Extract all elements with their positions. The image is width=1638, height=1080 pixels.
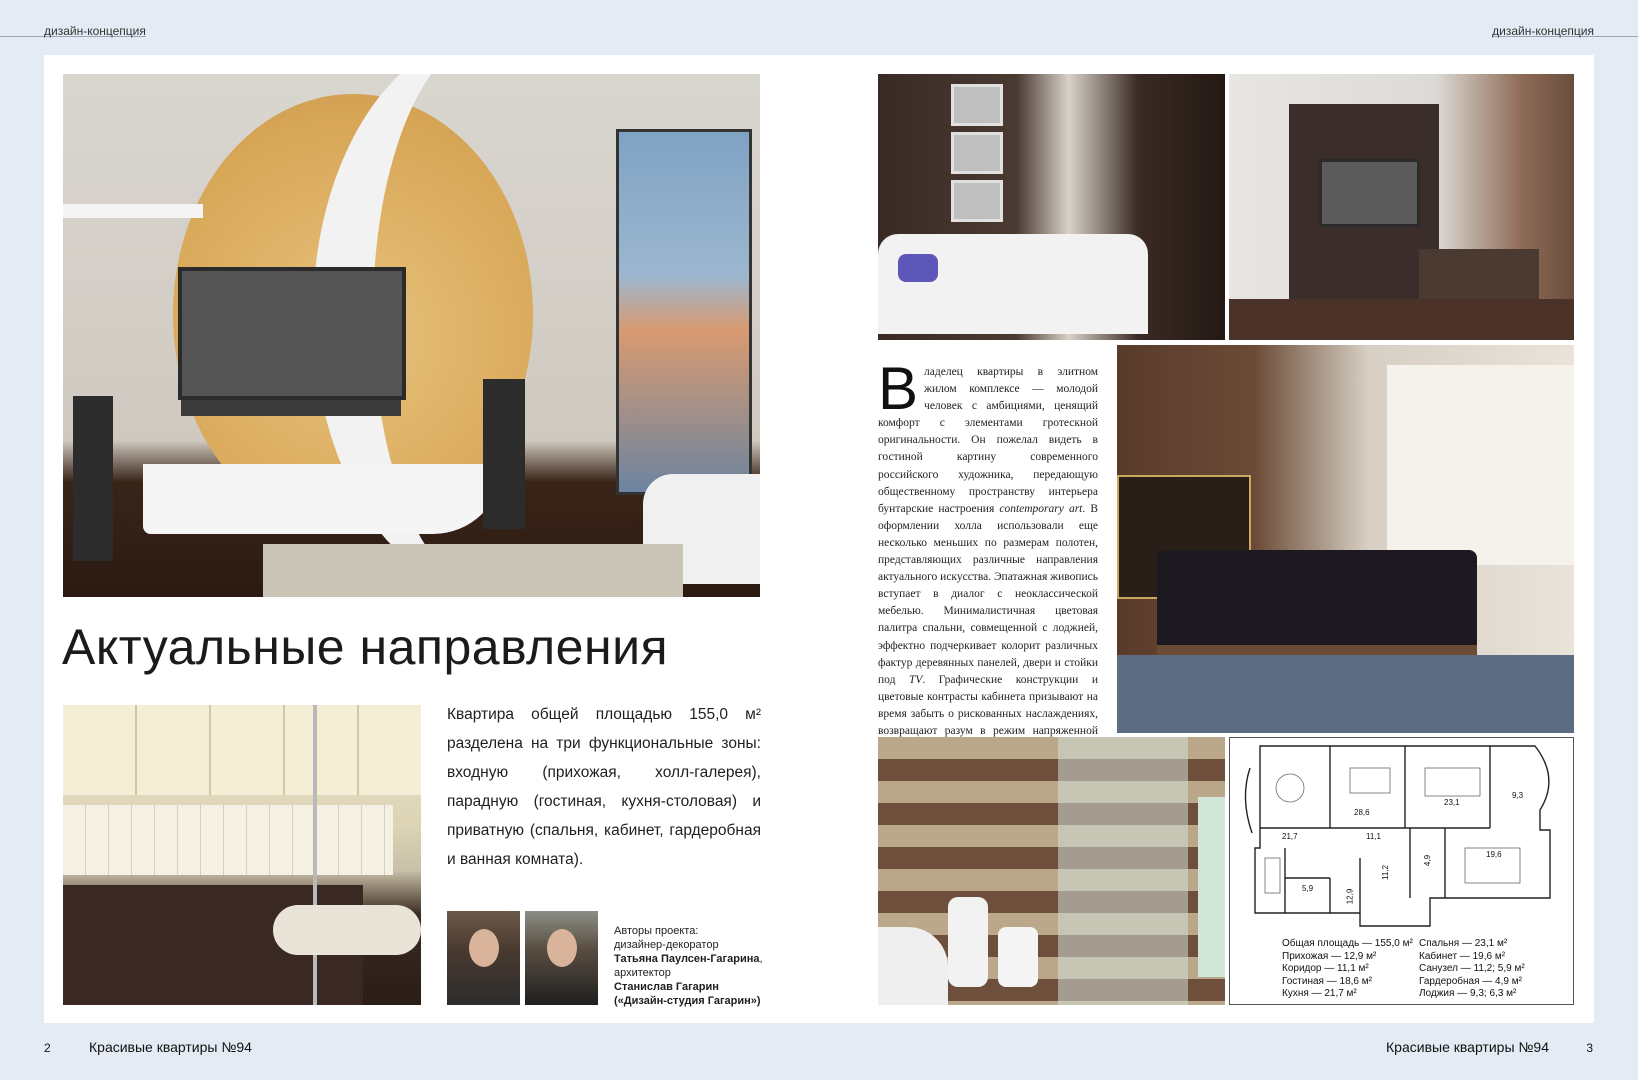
architect-portrait bbox=[525, 911, 598, 1005]
credits-role-architect: архитектор bbox=[614, 967, 671, 979]
cyclist-painting bbox=[616, 129, 752, 495]
kitchen-photo bbox=[63, 705, 421, 1005]
office-photo bbox=[1229, 74, 1574, 340]
floor-plan-legend-right: Спальня — 23,1 м² Кабинет — 19,6 м² Санузел — 11,2; 5,9 м² Гардеробная — 4,9 м² Лоджия — 9,3; 6,3 м² bbox=[1419, 938, 1525, 999]
page-number-right: 3 bbox=[1586, 1041, 1593, 1055]
bedroom-photo-large bbox=[1117, 345, 1574, 733]
living-room-photo bbox=[63, 74, 760, 597]
bedroom-photo-top bbox=[878, 74, 1225, 340]
bathroom-photo bbox=[878, 737, 1225, 1005]
project-credits: Авторы проекта: дизайнер-декоратор Татьяна Паулсен-Гагарина, архитектор Станислав Гагарин («Дизайн-студия Гагарин») bbox=[614, 925, 763, 1007]
article-headline: Актуальные направления bbox=[62, 619, 669, 675]
drop-cap: В bbox=[878, 355, 919, 422]
credits-studio: («Дизайн-студия Гагарин») bbox=[614, 995, 761, 1007]
page-number-left: 2 bbox=[44, 1041, 51, 1055]
magazine-title-left: Красивые квартиры №94 bbox=[89, 1039, 252, 1055]
credits-role-designer: дизайнер-декоратор bbox=[614, 939, 719, 951]
credits-name-designer: Татьяна Паулсен-Гагарина bbox=[614, 953, 760, 965]
credits-heading: Авторы проекта: bbox=[614, 925, 699, 937]
designer-portrait bbox=[447, 911, 520, 1005]
intro-paragraph: Квартира общей площадью 155,0 м² разделена на три функциональные зоны: входную (прихожая, холл-галерея), парадную (гостиная, кухня-столовая) и приватную (спальня, кабинет, гардеробная и ванная комната). bbox=[447, 706, 761, 868]
article-body: Владелец квартиры в элитном жилом комплексе — молодой человек с амбициями, ценящий комфорт с элементами гротескной оригинальности. Он пожелал видеть в гостиной картину современного российского художника, передающую общественному пространству интерьера бунтарские настроения contemporary art. В оформлении холла использовали еще несколько меньших по размерам полотен, представляющих различные направления актуального искусства. Эпатажная живопись вступает в диалог с неоклассической мебелью. Минималистичная цветовая палитра спальни, совмещенной с лоджией, эффектно подчеркивает колорит различных фактур деревянных панелей, двери и стойки под TV. Графические конструкции и цветовые контрасты кабинета призывают на время забыть о рискованных наслаждениях, возвращают разум в режим напряженной bbox=[878, 364, 1098, 758]
section-tag-left: дизайн-концепция bbox=[44, 24, 146, 38]
floor-plan: 28,6 23,1 9,3 21,7 11,1 19,6 4,9 11,2 5,9 12,9 Общая площадь — 155,0 м² Прихожая — 12,9 м² Коридор — 11,1 м² Гостиная — 18,6 м² Кухня — 21,7 м² Спальня — 23,1 м² Кабинет — 19,6 м² Санузел — 11,2; 5,9 м² Гардеробная — 4,9 м² Лоджия — 9,3; 6,3 м² bbox=[1229, 737, 1574, 1005]
credits-name-architect: Станислав Гагарин bbox=[614, 981, 719, 993]
floor-plan-legend-left: Общая площадь — 155,0 м² Прихожая — 12,9 м² Коридор — 11,1 м² Гостиная — 18,6 м² Кухня — 21,7 м² bbox=[1282, 938, 1413, 999]
section-tag-right: дизайн-концепция bbox=[1492, 24, 1594, 38]
magazine-title-right: Красивые квартиры №94 bbox=[1386, 1039, 1549, 1055]
